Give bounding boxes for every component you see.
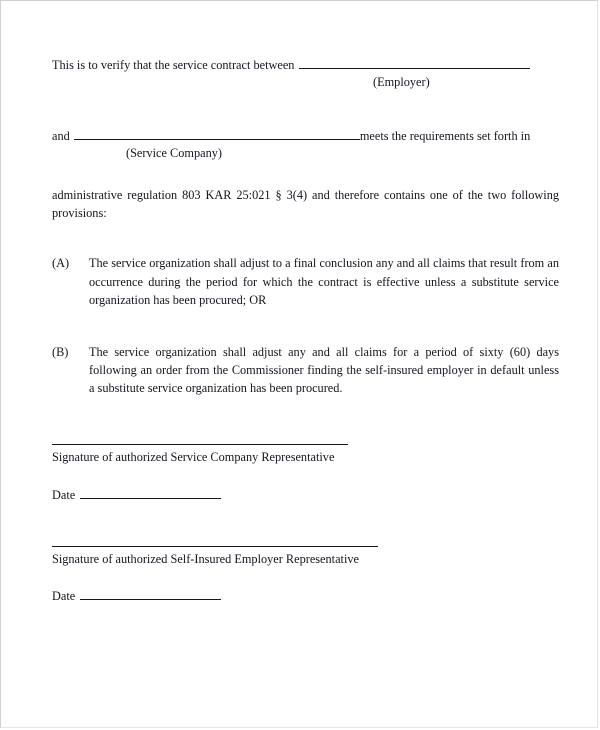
employer-signature-line[interactable] [52, 546, 378, 547]
service-company-date-label: Date [52, 487, 76, 502]
verify-line-text: This is to verify that the service contract between [52, 58, 295, 72]
service-company-date-row [52, 489, 559, 501]
employer-blank-field[interactable] [299, 59, 530, 69]
signature-block-employer [52, 546, 559, 603]
regulation-paragraph: administrative regulation 803 KAR 25:021 § 3(4) and therefore contains one of the two following provisions: [52, 188, 559, 221]
and-line-suffix: meets the requirements set forth in [359, 128, 531, 143]
employer-date-row [52, 590, 559, 602]
service-company-signature-line[interactable] [52, 444, 348, 445]
employer-caption: (Employer) [373, 75, 430, 90]
service-company-blank-field[interactable] [74, 130, 360, 140]
and-line-prefix: and [52, 128, 70, 143]
document-content [52, 1, 559, 603]
provision-a-text: The service organization shall adjust to a final conclusion any and all claims that result from an occurrence during the period for which the contract is effective unless a substitute service organization has been procured; OR [89, 256, 559, 307]
and-line [52, 130, 559, 142]
verify-line [52, 59, 559, 71]
provision-a-marker: (A) [52, 256, 70, 271]
provision-a [52, 254, 559, 309]
signature-block-service-company [52, 444, 559, 501]
employer-date-field[interactable] [80, 590, 221, 600]
service-company-signature-label: Signature of authorized Service Company Representative [52, 450, 335, 465]
service-company-caption: (Service Company) [126, 145, 222, 160]
employer-date-label: Date [52, 589, 76, 604]
employer-signature-label: Signature of authorized Self-Insured Employer Representative [52, 552, 359, 567]
service-company-date-field[interactable] [80, 489, 221, 499]
provision-b [52, 343, 559, 398]
provision-b-text: The service organization shall adjust any and all claims for a period of sixty (60) days following an order from the Commissioner finding the self-insured employer in default unless a substitute service organization has been procured. [89, 344, 559, 396]
provision-b-marker: (B) [52, 344, 69, 359]
